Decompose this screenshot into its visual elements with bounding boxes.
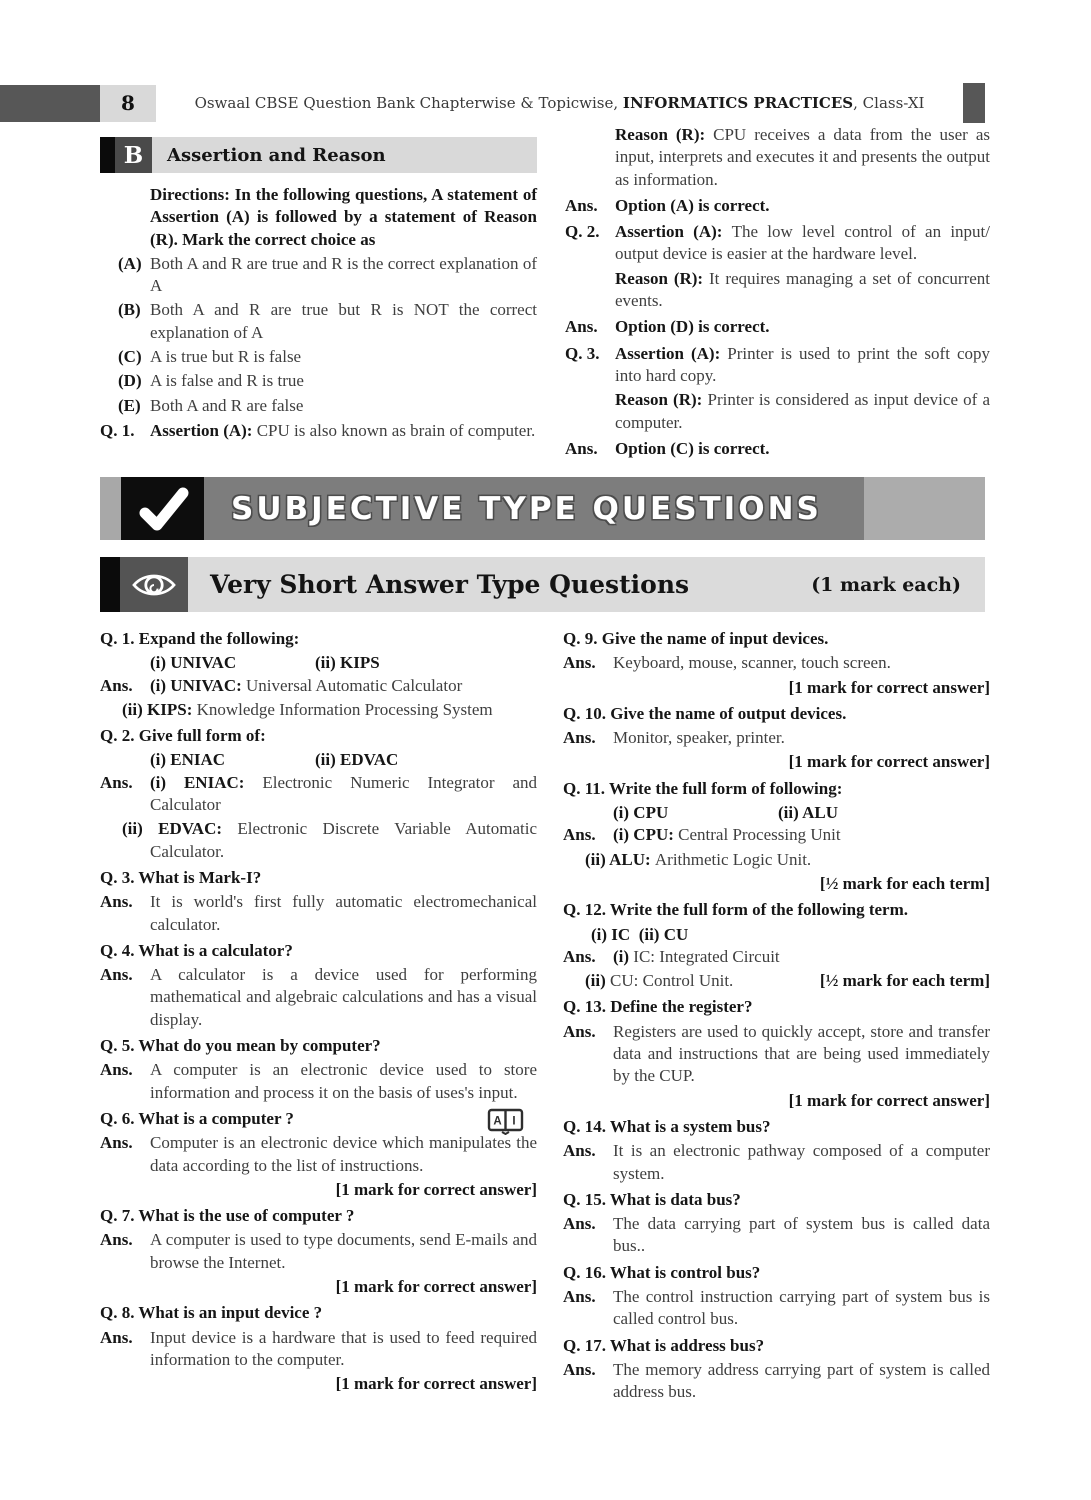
answer-subparagraph bbox=[563, 970, 990, 992]
answer-option-line bbox=[565, 316, 990, 338]
assertion-question bbox=[565, 221, 990, 266]
question-subitems bbox=[100, 749, 537, 771]
answer-label: Ans. bbox=[100, 675, 133, 695]
reason-text: Printer is considered as input device of a computer. bbox=[615, 390, 991, 432]
reason-inline-label: Reason (R): bbox=[615, 390, 708, 410]
question-inner bbox=[100, 726, 266, 745]
question-text: What is a calculator? bbox=[138, 940, 293, 960]
assertion-question bbox=[565, 343, 990, 388]
answer-paragraph bbox=[100, 772, 537, 817]
question-label: Q. 1. bbox=[100, 629, 139, 648]
answer-prefix: (i) ENIAC: bbox=[150, 772, 263, 792]
pair-second: (ii) KIPS bbox=[315, 653, 380, 673]
question-label: Q. 6. bbox=[100, 1108, 139, 1128]
question-subitems bbox=[563, 802, 990, 824]
header-right-block bbox=[963, 83, 985, 123]
question-text: Define the register? bbox=[610, 997, 753, 1017]
answer-prefix: (ii) EDVAC: bbox=[122, 819, 238, 839]
question-row bbox=[100, 1302, 537, 1324]
question-row bbox=[100, 1035, 537, 1057]
answer-text: CU: Control Unit. bbox=[610, 971, 734, 991]
reason-paragraph bbox=[565, 124, 990, 191]
answer-prefix: (ii) ALU: bbox=[585, 849, 655, 869]
vsa-right-column bbox=[563, 624, 990, 1406]
answer-label: Ans. bbox=[100, 772, 133, 792]
svg-text:A: A bbox=[493, 1115, 502, 1128]
answer-label: Ans. bbox=[565, 195, 598, 215]
answer-text: A calculator is a device used for performing mathematical and algebraic calculations and has a visual display. bbox=[150, 965, 537, 1029]
question-inner bbox=[563, 704, 846, 723]
question-label: Q. 9. bbox=[563, 629, 602, 648]
page-number: 8 bbox=[100, 85, 156, 122]
marks-note: [1 mark for correct answer] bbox=[788, 1090, 990, 1110]
answer-text: Arithmetic Logic Unit. bbox=[654, 849, 812, 869]
answer-text: IC: Integrated Circuit bbox=[633, 946, 780, 966]
reason-paragraph bbox=[565, 389, 990, 434]
assertion-text: Printer is used to print the soft copy into hard copy. bbox=[615, 343, 991, 385]
question-row bbox=[100, 867, 537, 889]
question-text: Give the name of input devices. bbox=[601, 629, 829, 648]
answer-subparagraph bbox=[563, 849, 990, 871]
answer-option-text: Option (A) is correct. bbox=[615, 195, 770, 215]
answer-prefix: (ii) KIPS: bbox=[122, 699, 197, 719]
question-text: Give the name of output devices. bbox=[610, 703, 847, 723]
answer-paragraph bbox=[100, 1132, 537, 1177]
question-text: What is address bus? bbox=[609, 1335, 765, 1355]
answer-label: Ans. bbox=[563, 1141, 596, 1161]
question-label: Q. 8. bbox=[100, 1303, 139, 1323]
question-text: What is data bus? bbox=[609, 1189, 741, 1209]
answer-label: Ans. bbox=[563, 825, 596, 845]
option-text: A is true but R is false bbox=[150, 347, 302, 367]
answer-subparagraph bbox=[100, 699, 537, 721]
question-text: What is a system bus? bbox=[609, 1116, 771, 1136]
answer-text: The data carrying part of system bus is called data bus.. bbox=[613, 1214, 990, 1256]
question-row bbox=[100, 628, 537, 650]
question-label: Q. 2. bbox=[100, 726, 139, 746]
answer-label: Ans. bbox=[563, 728, 596, 748]
badge-letter: B bbox=[115, 137, 152, 173]
assertion-question bbox=[100, 420, 537, 442]
section-badge bbox=[100, 137, 537, 173]
question-text: Write the full form of following: bbox=[608, 778, 843, 798]
question-inner bbox=[100, 629, 299, 648]
option-item bbox=[100, 299, 537, 344]
answer-label: Ans. bbox=[563, 1021, 596, 1041]
marks-note: [1 mark for correct answer] bbox=[788, 677, 990, 697]
answer-option-line bbox=[565, 438, 990, 460]
marks-note: [1 mark for correct answer] bbox=[335, 1374, 537, 1394]
question-text: What is an input device ? bbox=[138, 1303, 323, 1323]
answer-text: The control instruction carrying part of system bus is called control bus. bbox=[613, 1287, 990, 1329]
option-text: A is false and R is true bbox=[150, 371, 304, 391]
question-label: Q. 5. bbox=[100, 1036, 139, 1056]
answer-paragraph bbox=[100, 891, 537, 936]
question-inner bbox=[563, 1117, 771, 1136]
question-inner bbox=[100, 1303, 322, 1322]
question-inner bbox=[563, 997, 752, 1016]
answer-label: Ans. bbox=[100, 1060, 133, 1080]
question-row bbox=[563, 996, 990, 1018]
question-inner bbox=[100, 941, 293, 960]
question-subitems-line: (i) IC (ii) CU bbox=[591, 924, 689, 944]
question-inner bbox=[563, 779, 842, 798]
answer-text: Keyboard, mouse, scanner, touch screen. bbox=[613, 653, 891, 673]
answer-label: Ans. bbox=[563, 1287, 596, 1307]
question-row bbox=[563, 778, 990, 800]
assertion-left-column bbox=[100, 137, 537, 444]
question-label: Q. 12. bbox=[563, 900, 610, 920]
answer-label: Ans. bbox=[100, 1327, 133, 1347]
answer-paragraph bbox=[563, 1286, 990, 1331]
banner-title: SUBJECTIVE TYPE QUESTIONS bbox=[231, 490, 822, 527]
question-inner bbox=[100, 1036, 381, 1055]
header-left-block bbox=[0, 85, 100, 122]
header-title-bold: INFORMATICS PRACTICES bbox=[622, 94, 854, 112]
question-label: Q. 4. bbox=[100, 940, 139, 960]
marks-note: [½ mark for each term] bbox=[819, 873, 990, 893]
assertion-right-column bbox=[565, 124, 990, 464]
vsa-marks-label: (1 mark each) bbox=[811, 573, 961, 596]
banner-tail bbox=[864, 477, 985, 540]
answer-text: Universal Automatic Calculator bbox=[246, 675, 463, 695]
question-row bbox=[100, 1108, 537, 1130]
reason-text: It requires managing a set of concurrent events. bbox=[615, 268, 991, 311]
pair-second: (ii) ALU bbox=[778, 803, 838, 823]
answer-label: Ans. bbox=[100, 1230, 133, 1250]
directions-paragraph: Directions: In the following questions, A statement of Assertion (A) is followed by a statement of Reason (R). Mark the correct choice as bbox=[150, 185, 537, 249]
question-text: What is a computer ? bbox=[138, 1108, 294, 1128]
question-label: Q. 16. bbox=[563, 1262, 610, 1282]
question-row bbox=[563, 628, 990, 650]
banner-main bbox=[204, 477, 864, 540]
running-header bbox=[156, 85, 963, 122]
eye-icon bbox=[120, 557, 188, 612]
answer-paragraph bbox=[563, 1021, 990, 1088]
question-label: Q. 2. bbox=[565, 222, 600, 242]
question-inner bbox=[100, 1206, 354, 1225]
answer-paragraph bbox=[100, 675, 537, 697]
question-row bbox=[100, 940, 537, 962]
subjective-banner bbox=[100, 477, 985, 540]
answer-text: A computer is an electronic device used to store information and process it on the basis of uses's input. bbox=[150, 1060, 537, 1102]
marks-inline: [½ mark for each term] bbox=[819, 971, 990, 991]
question-row bbox=[563, 703, 990, 725]
pair-first: (i) CPU bbox=[613, 803, 669, 823]
marks-note: [1 mark for correct answer] bbox=[335, 1277, 537, 1297]
option-label: (C) bbox=[118, 347, 142, 367]
answer-text: Input device is a hardware that is used to feed required information to the computer. bbox=[150, 1327, 537, 1369]
option-item bbox=[100, 346, 537, 368]
assertion-text: CPU is also known as brain of computer. bbox=[256, 420, 536, 440]
answer-text: Knowledge Information Processing System bbox=[196, 699, 493, 719]
question-text: Write the full form of the following term. bbox=[609, 900, 908, 920]
reason-inline-label: Reason (R): bbox=[615, 125, 714, 144]
answer-option-text: Option (D) is correct. bbox=[615, 317, 770, 337]
question-label: Q. 1. bbox=[100, 420, 135, 440]
answer-paragraph bbox=[563, 946, 990, 968]
answer-paragraph bbox=[563, 824, 990, 846]
question-label: Q. 10. bbox=[563, 703, 611, 723]
assertion-inline-label: Assertion (A): bbox=[615, 343, 728, 363]
answer-label: Ans. bbox=[563, 653, 596, 673]
answer-option-text: Option (C) is correct. bbox=[615, 438, 770, 458]
question-label: Q. 17. bbox=[563, 1335, 610, 1355]
answer-paragraph bbox=[563, 727, 990, 749]
badge-black-strip bbox=[100, 137, 115, 173]
question-label: Q. 15. bbox=[563, 1189, 610, 1209]
answer-text: Monitor, speaker, printer. bbox=[613, 728, 785, 748]
reason-text: CPU receives a data from the user as input, interprets and executes it and presents the output as information. bbox=[615, 125, 990, 189]
answer-subparagraph bbox=[100, 818, 537, 863]
answer-text: It is world's first fully automatic electromechanical calculator. bbox=[150, 892, 537, 934]
check-icon bbox=[121, 477, 204, 540]
option-text: Both A and R are false bbox=[150, 395, 304, 415]
question-inner bbox=[563, 900, 908, 919]
pair-first: (i) ENIAC bbox=[150, 750, 226, 770]
answer-label: Ans. bbox=[100, 965, 133, 985]
pair-second: (ii) EDVAC bbox=[315, 750, 399, 770]
vsa-title: Very Short Answer Type Questions bbox=[210, 570, 690, 599]
answer-paragraph bbox=[100, 1327, 537, 1372]
marks-note: [1 mark for correct answer] bbox=[788, 752, 990, 772]
question-inner bbox=[563, 629, 828, 648]
options-list bbox=[100, 253, 537, 417]
option-label: (B) bbox=[118, 300, 141, 320]
vsa-left-column bbox=[100, 624, 537, 1398]
answer-paragraph bbox=[563, 1140, 990, 1185]
answer-prefix: (ii) bbox=[585, 971, 611, 991]
svg-text:I: I bbox=[512, 1115, 516, 1128]
question-label: Q. 11. bbox=[563, 778, 609, 798]
banner-gray-strip bbox=[100, 477, 121, 540]
option-item bbox=[100, 370, 537, 392]
answer-label: Ans. bbox=[563, 1214, 596, 1234]
answer-text: It is an electronic pathway composed of a computer system. bbox=[613, 1141, 990, 1183]
question-label: Q. 7. bbox=[100, 1206, 139, 1226]
question-inner bbox=[563, 1336, 764, 1355]
answer-text: The memory address carrying part of system is called address bus. bbox=[613, 1359, 990, 1402]
question-inner bbox=[563, 1190, 741, 1209]
option-label: (D) bbox=[118, 371, 142, 391]
question-text: What do you mean by computer? bbox=[138, 1036, 381, 1056]
answer-label: Ans. bbox=[100, 1133, 133, 1153]
answer-prefix: (i) UNIVAC: bbox=[150, 675, 247, 695]
badge-title: Assertion and Reason bbox=[152, 137, 537, 173]
answer-label: Ans. bbox=[563, 946, 596, 966]
answer-prefix: (i) bbox=[613, 946, 634, 966]
option-label: (A) bbox=[118, 253, 142, 273]
answer-label: Ans. bbox=[100, 892, 133, 912]
assertion-inline-label: Assertion (A): bbox=[615, 222, 732, 242]
option-label: (E) bbox=[118, 395, 141, 415]
question-label: Q. 3. bbox=[100, 867, 139, 887]
question-label: Q. 14. bbox=[563, 1116, 610, 1136]
question-row bbox=[563, 1335, 990, 1357]
header-title-post: , Class-XI bbox=[853, 94, 925, 112]
answer-paragraph bbox=[100, 1059, 537, 1104]
option-item bbox=[100, 395, 537, 417]
answer-text: A computer is used to type documents, send E-mails and browse the Internet. bbox=[150, 1230, 537, 1272]
question-label: Q. 13. bbox=[563, 997, 611, 1017]
answer-text: Electronic Numeric Integrator and Calculator bbox=[150, 772, 537, 815]
marks-note: [1 mark for correct answer] bbox=[335, 1179, 537, 1199]
answer-paragraph bbox=[100, 1229, 537, 1274]
question-text: Give full form of: bbox=[138, 726, 266, 746]
answer-paragraph bbox=[563, 1359, 990, 1404]
answer-label: Ans. bbox=[563, 1359, 596, 1379]
answer-text: Computer is an electronic device which manipulates the data according to the list of instructions. bbox=[150, 1133, 537, 1175]
answer-label: Ans. bbox=[565, 317, 598, 337]
question-row bbox=[100, 1205, 537, 1227]
reason-inline-label: Reason (R): bbox=[615, 268, 710, 288]
pair-first: (i) UNIVAC bbox=[150, 653, 237, 673]
question-text: What is Mark-I? bbox=[138, 867, 262, 887]
answer-text: Central Processing Unit bbox=[678, 825, 841, 845]
question-label: Q. 3. bbox=[565, 343, 600, 363]
answer-prefix: (i) CPU: bbox=[613, 825, 679, 845]
assertion-inline-label: Assertion (A): bbox=[150, 420, 257, 440]
question-row bbox=[563, 1262, 990, 1284]
reason-paragraph bbox=[565, 268, 990, 313]
question-inner bbox=[100, 868, 261, 887]
assertion-text: The low level control of an input/ output device is easier at the hardware level. bbox=[615, 222, 990, 264]
vsa-black-strip bbox=[100, 557, 120, 612]
question-row bbox=[100, 725, 537, 747]
answer-paragraph bbox=[563, 1213, 990, 1258]
answer-option-line bbox=[565, 195, 990, 217]
option-text: Both A and R are true and R is the correct explanation of A bbox=[150, 253, 537, 296]
option-item bbox=[100, 253, 537, 298]
vsa-title-bar bbox=[188, 557, 985, 612]
question-row bbox=[563, 1116, 990, 1138]
answer-paragraph bbox=[100, 964, 537, 1031]
question-subitems bbox=[100, 652, 537, 674]
assertion-q1-slot bbox=[100, 420, 537, 442]
question-inner bbox=[100, 1109, 294, 1128]
header-title-pre: Oswaal CBSE Question Bank Chapterwise & Topicwise, bbox=[194, 94, 623, 112]
answer-label: Ans. bbox=[565, 438, 598, 458]
question-text: What is control bus? bbox=[609, 1262, 761, 1282]
question-text: Expand the following: bbox=[138, 629, 300, 648]
question-row bbox=[563, 899, 990, 921]
answer-text: Electronic Discrete Variable Automatic Calculator. bbox=[150, 819, 538, 861]
question-text: What is the use of computer ? bbox=[138, 1206, 355, 1226]
answer-text: Registers are used to quickly accept, store and transfer data and instructions that are being used immediately by the CUP. bbox=[613, 1021, 990, 1086]
vsa-section-header bbox=[100, 557, 985, 612]
question-inner bbox=[563, 1263, 760, 1282]
question-row bbox=[563, 1189, 990, 1211]
answer-paragraph bbox=[563, 652, 990, 674]
option-text: Both A and R are true but R is NOT the correct explanation of A bbox=[150, 300, 537, 342]
